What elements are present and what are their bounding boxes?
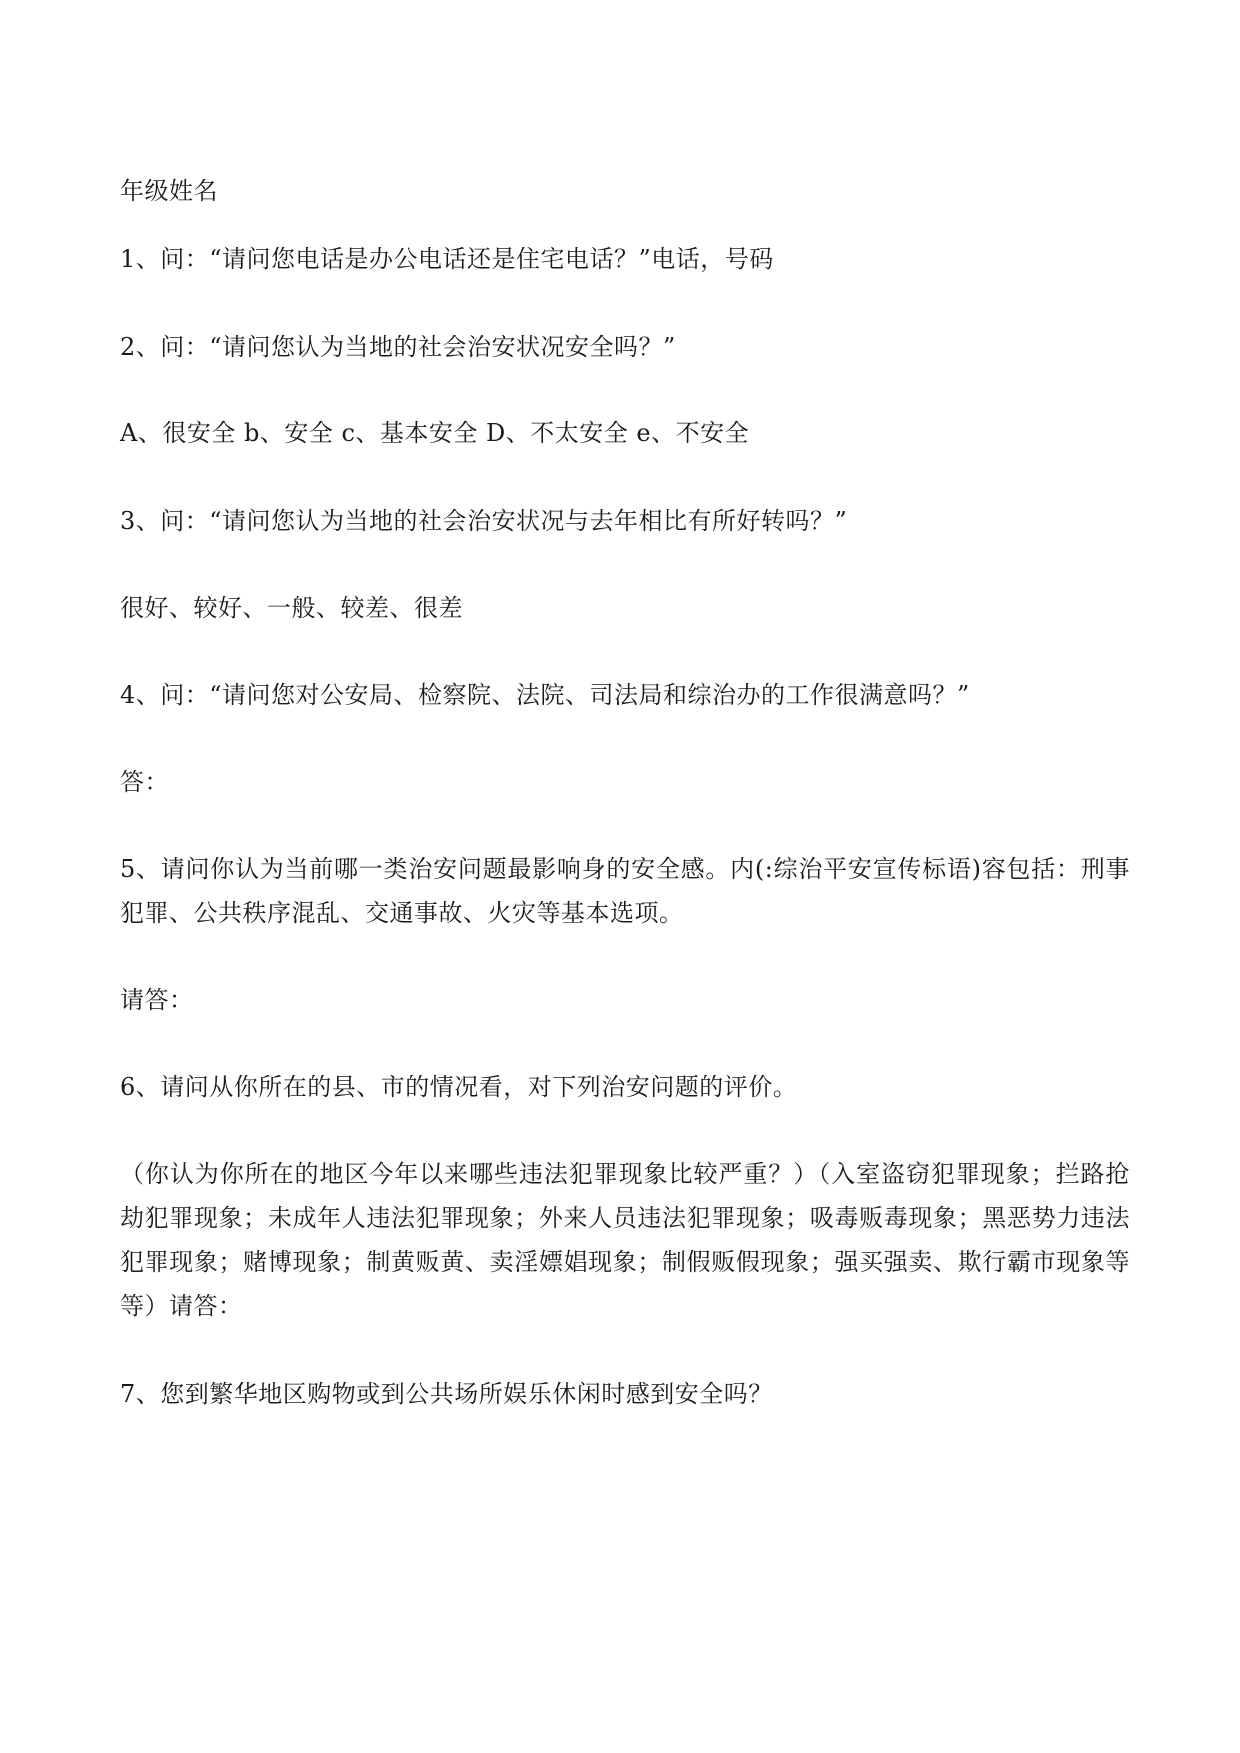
question-5: 5、请问你认为当前哪一类治安问题最影响身的安全感。内(:综治平安宣传标语)容包括：刑事犯罪、公共秩序混乱、交通事故、火灾等基本选项。 xyxy=(120,855,1130,927)
question-1: 1、问：“请问您电话是办公电话还是住宅电话？”电话，号码 xyxy=(120,245,774,273)
question-4-answer: 答： xyxy=(120,768,169,796)
question-2: 2、问：“请问您认为当地的社会治安状况安全吗？” xyxy=(120,333,676,361)
question-3: 3、问：“请问您认为当地的社会治安状况与去年相比有所好转吗？” xyxy=(120,507,848,535)
question-3-options: 很好、较好、一般、较差、很差 xyxy=(120,594,463,622)
question-4: 4、问：“请问您对公安局、检察院、法院、司法局和综治办的工作很满意吗？” xyxy=(120,681,970,709)
question-6-detail: （你认为你所在的地区今年以来哪些违法犯罪现象比较严重？）（入室盗窃犯罪现象；拦路抢劫犯罪现象；未成年人违法犯罪现象；外来人员违法犯罪现象；吸毒贩毒现象；黑恶势力违法犯罪现象；赌博现象；制黄贩黄、卖淫嫖娼现象；制假贩假现象；强买强卖、欺行霸市现象等等）请答： xyxy=(120,1160,1130,1320)
question-2-options: A、很安全 b、安全 c、基本安全 D、不太安全 e、不安全 xyxy=(120,419,750,447)
question-7: 7、您到繁华地区购物或到公共场所娱乐休闲时感到安全吗？ xyxy=(120,1380,773,1408)
header-line: 年级姓名 xyxy=(120,177,218,205)
question-5-answer: 请答： xyxy=(120,986,194,1014)
question-6: 6、请问从你所在的县、市的情况看，对下列治安问题的评价。 xyxy=(120,1073,798,1101)
